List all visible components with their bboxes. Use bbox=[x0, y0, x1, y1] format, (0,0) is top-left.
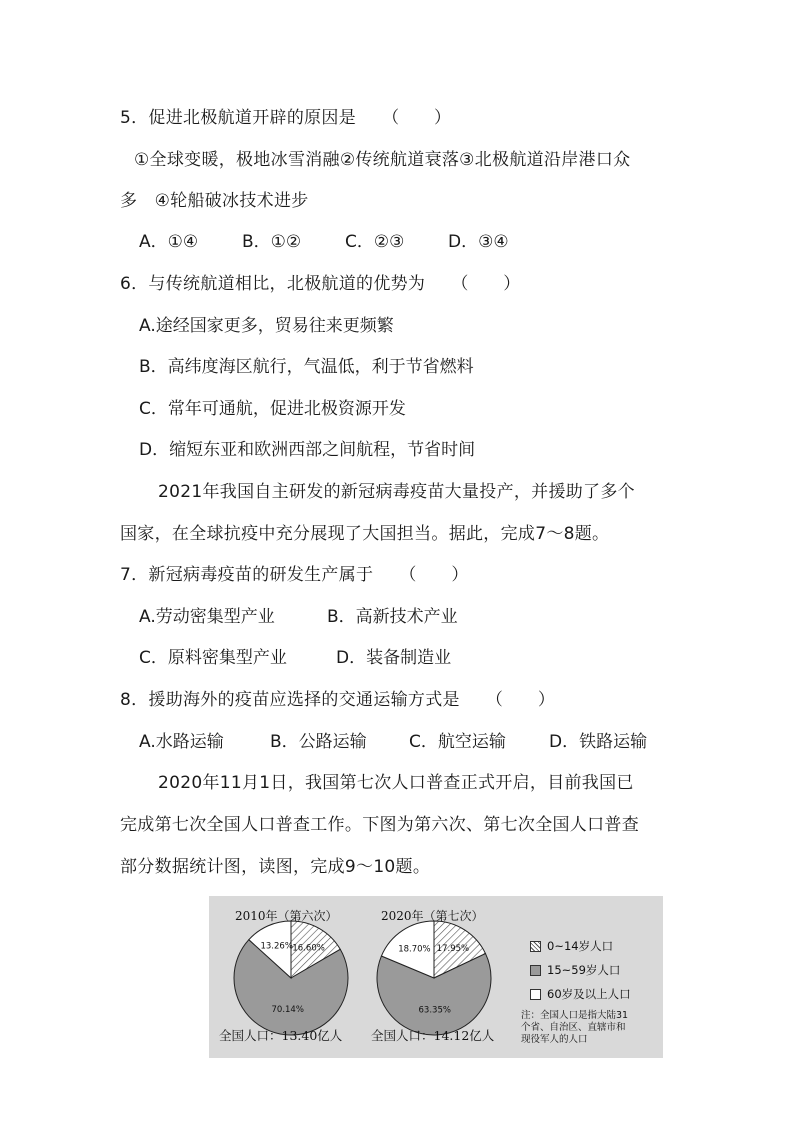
gray-swatch-icon bbox=[530, 965, 541, 976]
pie-2010 bbox=[234, 921, 348, 1035]
q5-option-c: C．②③ bbox=[345, 232, 405, 252]
q7-option-a: A.劳动密集型产业 bbox=[139, 607, 275, 627]
figure-note bbox=[521, 1010, 628, 1046]
slice-elderly-label: 18.70% bbox=[398, 944, 431, 955]
q8-option-d: D．铁路运输 bbox=[549, 732, 648, 752]
passage2-line2: 完成第七次全国人口普查工作。下图为第六次、第七次全国人口普查 bbox=[120, 815, 639, 835]
q7-option-c: C．原料密集型产业 bbox=[139, 648, 287, 668]
legend-child-label: 0~14岁人口 bbox=[547, 939, 614, 953]
slice-child-label: 16.60% bbox=[292, 943, 325, 954]
q5-text-line2: 多 ④轮船破冰技术进步 bbox=[120, 191, 309, 211]
q6-option-b: B．高纬度海区航行，气温低，利于节省燃料 bbox=[139, 357, 474, 377]
hatched-swatch-icon bbox=[530, 941, 541, 952]
passage1-line2: 国家，在全球抗疫中充分展现了大国担当。据此，完成7～8题。 bbox=[120, 524, 610, 544]
population-figure bbox=[209, 896, 663, 1058]
pie-2020-total: 全国人口：14.12亿人 bbox=[371, 1028, 495, 1043]
q5-stem: 5．促进北极航道开辟的原因是 （ ） bbox=[120, 108, 452, 128]
q7-stem: 7．新冠病毒疫苗的研发生产属于 （ ） bbox=[120, 565, 469, 585]
slice-elderly-label: 13.26% bbox=[260, 941, 293, 952]
legend-working bbox=[530, 962, 620, 978]
pie-2020 bbox=[377, 921, 491, 1035]
slice-working-label: 63.35% bbox=[418, 1005, 451, 1016]
note-line-3: 现役军人的人口 bbox=[521, 1034, 588, 1045]
q5-text-line1: ①全球变暖，极地冰雪消融②传统航道衰落③北极航道沿岸港口众 bbox=[134, 150, 631, 170]
q6-option-d: D．缩短东亚和欧洲西部之间航程，节省时间 bbox=[139, 440, 476, 460]
q8-option-a: A.水路运输 bbox=[139, 732, 224, 752]
q6-option-c: C．常年可通航，促进北极资源开发 bbox=[139, 399, 406, 419]
q8-stem: 8．援助海外的疫苗应选择的交通运输方式是 （ ） bbox=[120, 690, 556, 710]
q7-option-b: B．高新技术产业 bbox=[327, 607, 458, 627]
passage1-line1: 2021年我国自主研发的新冠病毒疫苗大量投产，并援助了多个 bbox=[158, 482, 635, 502]
legend-working-label: 15~59岁人口 bbox=[547, 963, 621, 977]
q7-option-d: D．装备制造业 bbox=[336, 648, 452, 668]
q5-option-a: A．①④ bbox=[139, 232, 199, 252]
note-line-2: 个省、自治区、直辖市和 bbox=[521, 1022, 626, 1033]
pie-2020-title: 2020年（第七次） bbox=[381, 909, 484, 923]
q8-option-c: C．航空运输 bbox=[409, 732, 506, 752]
legend-elderly bbox=[530, 986, 631, 1002]
legend-elderly-label: 60岁及以上人口 bbox=[547, 987, 631, 1001]
slice-child-label: 17.95% bbox=[436, 944, 470, 955]
passage2-line1: 2020年11月1日，我国第七次人口普查正式开启，目前我国已 bbox=[158, 773, 634, 793]
q5-option-b: B．①② bbox=[242, 232, 302, 252]
q6-option-a: A.途经国家更多，贸易往来更频繁 bbox=[139, 316, 394, 336]
white-swatch-icon bbox=[530, 989, 541, 1000]
pie-2010-title: 2010年（第六次） bbox=[235, 909, 338, 923]
legend-child bbox=[530, 938, 613, 954]
pie-2010-total: 全国人口：13.40亿人 bbox=[219, 1028, 343, 1043]
q5-option-d: D．③④ bbox=[448, 232, 509, 252]
q6-stem: 6．与传统航道相比，北极航道的优势为 （ ） bbox=[120, 274, 521, 294]
note-line-1: 注：全国人口是指大陆31 bbox=[521, 1010, 629, 1021]
passage2-line3: 部分数据统计图，读图，完成9～10题。 bbox=[120, 857, 431, 877]
q8-option-b: B．公路运输 bbox=[270, 732, 367, 752]
slice-working-label: 70.14% bbox=[271, 1005, 304, 1016]
